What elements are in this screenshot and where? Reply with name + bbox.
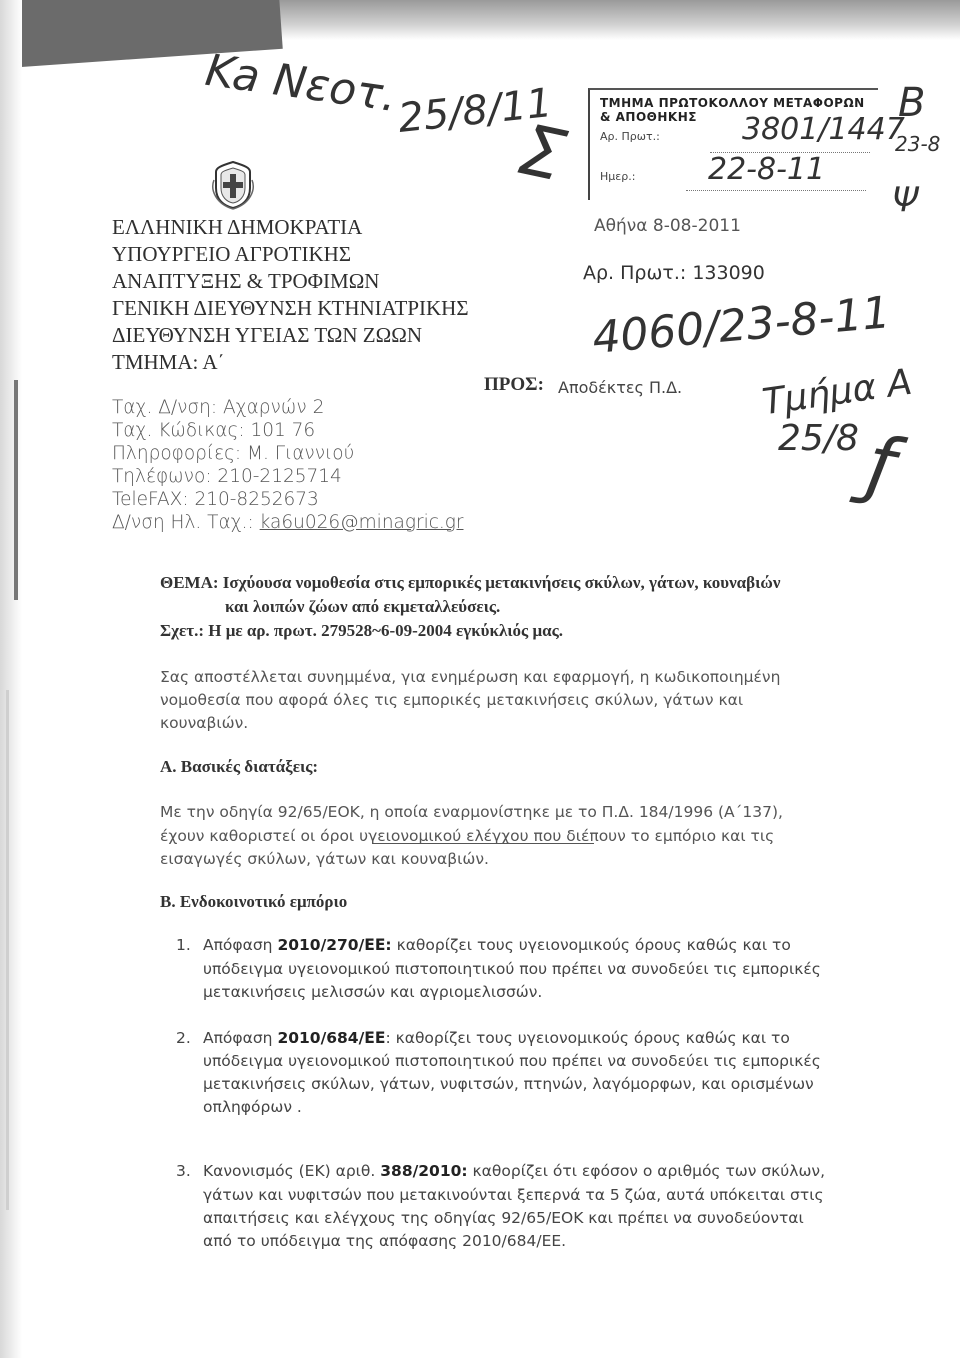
sender-line: ΓΕΝΙΚΗ ΔΙΕΥΘΥΝΣΗ ΚΤΗΝΙΑΤΡΙΚΗΣ — [112, 296, 469, 320]
intro-line: κουναβιών. — [160, 714, 249, 732]
list-item-first-line — [203, 936, 791, 954]
list-item-number: 1. — [176, 936, 191, 954]
list-item-prefix: Απόφαση — [203, 1029, 278, 1047]
sender-email-line — [112, 511, 464, 534]
sender-line: ΥΠΟΥΡΓΕΙΟ ΑΓΡΟΤΙΚΗΣ — [112, 242, 352, 266]
list-item-line: γάτων και νυφιτσών που μετακινούνται ξεπερνά τα 5 ζώα, αυτά υπόκειται στις — [203, 1186, 824, 1204]
scan-streak — [14, 380, 18, 600]
handwritten-scribble: Σ — [511, 108, 573, 198]
sender-email-link[interactable]: ka6u026@minagric.gr — [259, 512, 464, 533]
list-item-first-line — [203, 1162, 825, 1180]
handwritten-initials: ƒ — [860, 418, 903, 511]
list-item-prefix: Κανονισμός (ΕΚ) αριθ. — [203, 1162, 381, 1180]
sender-line: ΕΛΛΗΝΙΚΗ ΔΗΜΟΚΡΑΤΙΑ — [112, 215, 363, 239]
stamp-protocol-label: Αρ. Πρωτ.: — [600, 130, 660, 143]
subject-line: ΘΕΜΑ: Ισχύουσα νομοθεσία στις εμπορικές μετακινήσεις σκύλων, γάτων, κουναβιών — [160, 573, 781, 592]
handwritten-check-mark: Ψ — [892, 180, 919, 220]
intro-line: Σας αποστέλλεται συνημμένα, για ενημέρωση και εφαρμογή, η κωδικοποιημένη — [160, 668, 781, 686]
recipient-label: ΠΡΟΣ: — [484, 374, 544, 395]
list-item-line: μετακινήσεις σκύλων, γάτων, νυφιτσών, πτηνών, λαγόμορφων, και ορισμένων — [203, 1075, 814, 1093]
greek-coat-of-arms-icon — [210, 160, 256, 210]
stamp-header: ΤΜΗΜΑ ΠΡΩΤΟΚΟΛΛΟΥ ΜΕΤΑΦΟΡΩΝ & ΑΠΟΘΗΚΗΣ — [600, 96, 865, 124]
sender-line: ΤΜΗΜΑ: Α΄ — [112, 350, 225, 374]
sender-phone: Τηλέφωνο: 210-2125714 — [112, 466, 342, 487]
section-a-heading: Α. Βασικές διατάξεις: — [160, 757, 319, 776]
list-item-line: μετακινήσεις μελισσών και αγριομελισσών. — [203, 983, 543, 1001]
section-a-line: εισαγωγές σκύλων, γάτων και κουναβιών. — [160, 850, 489, 868]
scan-streak-lower — [6, 690, 9, 1210]
sender-line: ΑΝΑΠΤΥΞΗΣ & ΤΡΟΦΙΜΩΝ — [112, 269, 380, 293]
reference-line: Σχετ.: Η με αρ. πρωτ. 279528~6-09-2004 εγκύκλιός μας. — [160, 621, 564, 640]
handwritten-underline — [372, 843, 594, 844]
subject-line-continued: και λοιπών ζώων από εκμεταλλεύσεις. — [225, 597, 501, 616]
intro-line: νομοθεσία που αφορά όλες τις εμπορικές μετακινήσεις σκύλων, γάτων και — [160, 691, 744, 709]
registry-stamp — [588, 88, 905, 200]
handwritten-stamp-corner-date: 23-8 — [895, 132, 941, 156]
section-a-line: Με την οδηγία 92/65/ΕΟΚ, η οποία εναρμονίστηκε με το Π.Δ. 184/1996 (Α΄137), — [160, 803, 783, 821]
list-item-prefix: Απόφαση — [203, 936, 278, 954]
section-a-line: έχουν καθοριστεί οι όροι υγειονομικού ελέγχου που διέπουν το εμπόριο και τις — [160, 827, 775, 845]
handwritten-note-top-left: Ka Νεοτ. — [202, 44, 400, 123]
list-item-number: 3. — [176, 1162, 191, 1180]
stamp-dotted-line — [686, 190, 866, 191]
sender-postcode: Ταχ. Κώδικας: 101 76 — [112, 420, 316, 441]
stamp-dotted-line — [710, 152, 870, 153]
sender-contact: Πληροφορίες: Μ. Γιαννιού — [112, 443, 355, 464]
section-b-heading: Β. Ενδοκοινοτικό εμπόριο — [160, 892, 348, 911]
sender-fax: TeleFAX: 210-8252673 — [112, 489, 319, 510]
list-item-line: απαιτήσεις και ελέγχους της οδηγίας 92/65/ΕΟΚ και πρέπει να συνοδεύονται — [203, 1209, 804, 1227]
recipient-value: Αποδέκτες Π.Δ. — [558, 378, 683, 397]
sender-address: Ταχ. Δ/νση: Αχαρνών 2 — [112, 397, 325, 418]
handwritten-department-date: 25/8 — [778, 418, 859, 459]
list-item-first-line — [203, 1029, 790, 1047]
list-item-text: καθορίζει ότι εφόσον ο αριθμός των σκύλων, — [467, 1162, 826, 1180]
list-item-act-number: 2010/684/ΕΕ — [277, 1029, 386, 1047]
place-date: Αθήνα 8-08-2011 — [594, 216, 741, 236]
list-item-line: υπόδειγμα υγειονομικού πιστοποιητικού που πρέπει να συνοδεύει τις εμπορικές — [203, 960, 821, 978]
sender-line: ΔΙΕΥΘΥΝΣΗ ΥΓΕΙΑΣ ΤΩΝ ΖΩΩΝ — [112, 323, 422, 347]
list-item-act-number: 388/2010: — [380, 1162, 468, 1180]
handwritten-protocol-note: 4060/23-8-11 — [590, 287, 893, 364]
handwritten-date: 25/8/11 — [396, 80, 555, 142]
list-item-line: οπληφόρων . — [203, 1098, 302, 1116]
handwritten-stamp-corner: B — [898, 80, 926, 126]
list-item-line: υπόδειγμα υγειονομικού πιστοποιητικού που πρέπει να συνοδεύει τις εμπορικές — [203, 1052, 821, 1070]
list-item-number: 2. — [176, 1029, 191, 1047]
sender-email-label: Δ/νση Ηλ. Ταχ.: — [112, 512, 260, 533]
stamp-date-value: 22-8-11 — [708, 152, 826, 187]
list-item-text: καθορίζει τους υγειονομικούς όρους καθώς και το — [391, 936, 791, 954]
stamp-protocol-value: 3801/1447 — [742, 112, 905, 147]
protocol-number: Αρ. Πρωτ.: 133090 — [583, 262, 765, 284]
list-item-text: : καθορίζει τους υγειονομικούς όρους καθώς και το — [385, 1029, 790, 1047]
scan-shadow-left — [0, 0, 22, 1358]
handwritten-department-note: Τμήμα Α — [759, 361, 915, 424]
list-item-act-number: 2010/270/ΕΕ: — [277, 936, 392, 954]
list-item-line: από το υπόδειγμα της απόφασης 2010/684/ΕΕ. — [203, 1232, 567, 1250]
stamp-date-label: Ημερ.: — [600, 170, 636, 183]
